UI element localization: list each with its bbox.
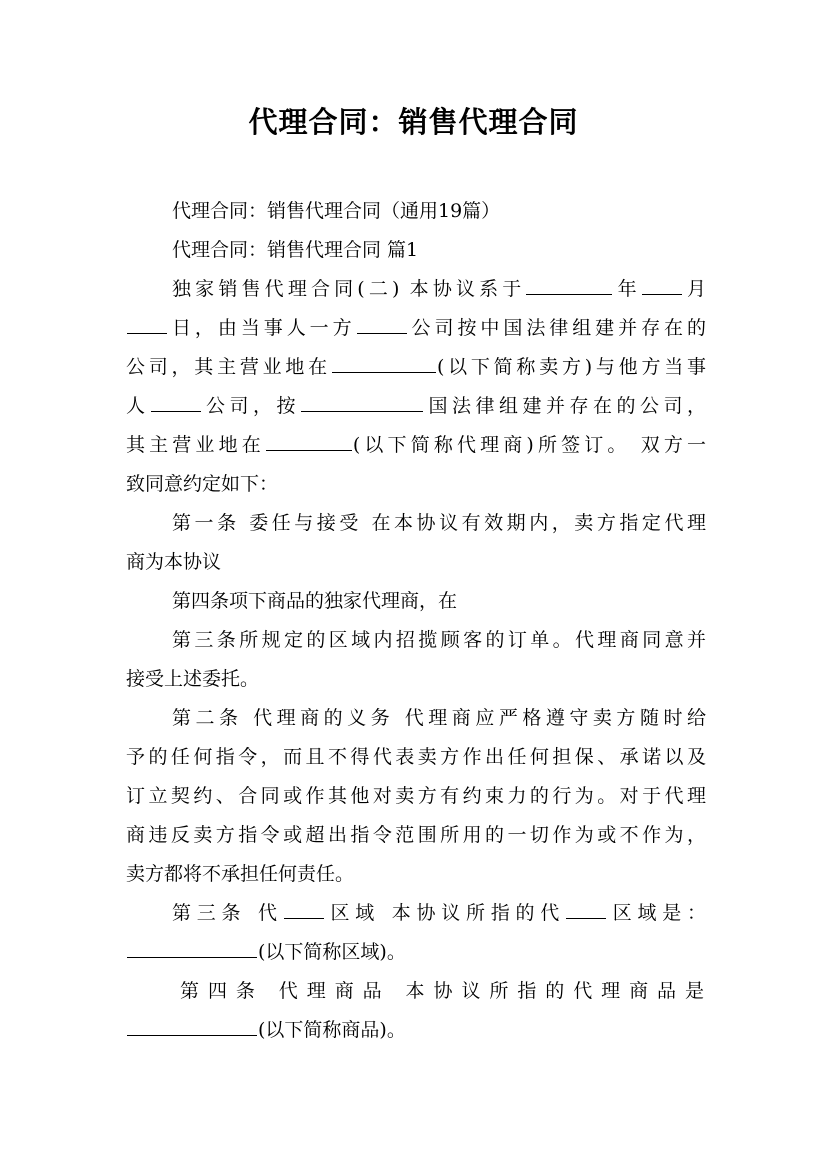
blank-field (357, 317, 407, 334)
paragraph-line: 第四条 代理商品 本协议所指的代理商品是 (180, 980, 704, 1002)
text-span: (以下简称区域)。 (258, 941, 406, 963)
blank-field (566, 902, 606, 919)
blank-field (127, 317, 167, 334)
text-span: 公司按中国法律组建并存在的 (407, 317, 706, 339)
blank-field (151, 395, 201, 412)
text-span: 月 (682, 278, 706, 300)
section-heading-line: 代理合同：销售代理合同 篇1 (172, 239, 419, 261)
blank-field (284, 902, 324, 919)
text-span: (以下简称商品)。 (258, 1019, 406, 1041)
document-title: 代理合同：销售代理合同 (248, 105, 579, 139)
blank-field (266, 434, 352, 451)
blank-field (332, 356, 436, 373)
text-span: 国法律组建并存在的公司， (424, 395, 706, 417)
text-span: 区域是： (607, 902, 706, 924)
paragraph-line (126, 431, 706, 459)
blank-field (127, 941, 257, 958)
paragraph-line: 商为本协议 (126, 551, 222, 573)
paragraph-line: 卖方都将不承担任何责任。 (126, 863, 355, 885)
text-span: 公司，按 (201, 395, 300, 417)
paragraph-line (126, 938, 706, 966)
paragraph-line: 第三条所规定的区域内招揽顾客的订单。代理商同意并 (172, 629, 706, 651)
text-span: (以下简称代理商)所签订。 双方一 (352, 434, 706, 456)
paragraph-line (172, 899, 706, 927)
text-span: (以下简称卖方)与他方当事 (436, 356, 706, 378)
text-span: 人 (126, 395, 150, 417)
paragraph-line (126, 353, 706, 381)
text-span: 第三条 代 (172, 902, 283, 924)
paragraph-line: 商违反卖方指令或超出指令范围所用的一切作为或不作为， (126, 824, 706, 846)
blank-field (526, 278, 612, 295)
text-span: 区域 本协议所指的代 (324, 902, 565, 924)
paragraph-line (172, 275, 706, 303)
paragraph-line: 接受上述委托。 (126, 668, 260, 690)
paragraph-line: 第二条 代理商的义务 代理商应严格遵守卖方随时给 (172, 707, 706, 729)
paragraph-line (126, 314, 706, 342)
paragraph-line: 致同意约定如下： (126, 473, 279, 495)
text-span: 年 (613, 278, 641, 300)
paragraph-line (126, 1016, 706, 1044)
paragraph-line: 予的任何指令，而且不得代表卖方作出任何担保、承诺以及 (126, 746, 706, 768)
paragraph-line: 第四条项下商品的独家代理商，在 (172, 590, 458, 612)
text-span: 日，由当事人一方 (168, 317, 356, 339)
paragraph-line: 第一条 委任与接受 在本协议有效期内，卖方指定代理 (172, 512, 706, 534)
paragraph-line: 订立契约、合同或作其他对卖方有约束力的行为。对于代理 (126, 785, 706, 807)
blank-field (642, 278, 682, 295)
blank-field (301, 395, 423, 412)
text-span: 独家销售代理合同(二) 本协议系于 (172, 278, 526, 300)
subtitle-line: 代理合同：销售代理合同（通用19篇） (172, 200, 501, 222)
paragraph-line (126, 392, 706, 420)
text-span: 公司，其主营业地在 (126, 356, 331, 378)
text-span: 其主营业地在 (126, 434, 265, 456)
blank-field (127, 1019, 257, 1036)
